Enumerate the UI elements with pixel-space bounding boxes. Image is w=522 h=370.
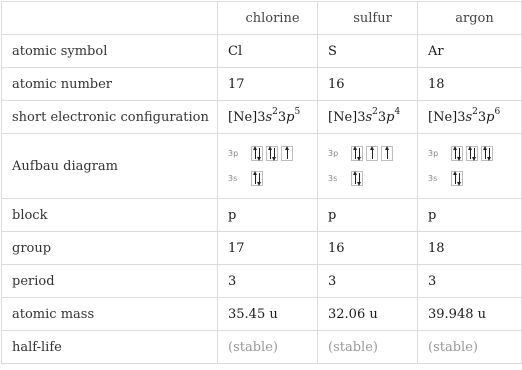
aufbau-diagram xyxy=(228,146,317,186)
cell-value: 17 xyxy=(218,68,318,101)
spin-down-arrow-icon xyxy=(474,148,475,159)
config-cell xyxy=(318,101,418,134)
spin-down-arrow-icon xyxy=(459,173,460,184)
orbital-row-p xyxy=(428,146,521,161)
spin-up-arrow-icon xyxy=(270,148,271,159)
orbital-box xyxy=(251,146,263,161)
cell-value: 35.45 u xyxy=(218,298,318,331)
cell-value: p xyxy=(218,199,318,232)
col-header-argon: argon xyxy=(418,2,522,35)
cell-value: 3 xyxy=(418,265,522,298)
aufbau-cell xyxy=(418,134,522,199)
cell-value: 16 xyxy=(318,68,418,101)
config-s-exp: 2 xyxy=(472,107,478,118)
row-label: atomic number xyxy=(2,68,218,101)
config-s-symbol: s xyxy=(265,109,273,125)
cell-value: Cl xyxy=(218,35,318,68)
cell-value: p xyxy=(418,199,522,232)
spin-up-arrow-icon xyxy=(470,148,471,159)
config-s-symbol: s xyxy=(365,109,373,125)
header-row xyxy=(2,2,522,35)
orbital-box xyxy=(351,146,363,161)
col-header-sulfur: sulfur xyxy=(318,2,418,35)
cell-value: 32.06 u xyxy=(318,298,418,331)
spin-up-arrow-icon xyxy=(485,148,486,159)
orbital-row-s xyxy=(228,171,317,186)
aufbau-cell xyxy=(218,134,318,199)
orbital-box xyxy=(481,146,493,161)
config-p-shell: 3 xyxy=(377,109,387,125)
spin-down-arrow-icon xyxy=(259,148,260,159)
spin-up-arrow-icon xyxy=(287,148,288,159)
config-core: [Ne]3 xyxy=(428,109,466,125)
cell-value: 3 xyxy=(318,265,418,298)
spin-up-arrow-icon xyxy=(255,148,256,159)
row-label: Aufbau diagram xyxy=(2,134,218,199)
aufbau-diagram xyxy=(328,146,417,186)
col-header-chlorine: chlorine xyxy=(218,2,318,35)
orbital-label: 3p xyxy=(428,149,439,158)
config-p-exp: 4 xyxy=(394,107,401,118)
config-cell xyxy=(218,101,318,134)
config-p-exp: 6 xyxy=(494,107,501,118)
row-atomic-number xyxy=(2,68,522,101)
config-s-symbol: s xyxy=(465,109,473,125)
orbital-label: 3p xyxy=(328,149,339,158)
cell-value: 3 xyxy=(218,265,318,298)
cell-value: 39.948 u xyxy=(418,298,522,331)
spin-up-arrow-icon xyxy=(355,173,356,184)
row-label: half-life xyxy=(2,331,218,364)
orbital-row-p xyxy=(228,146,317,161)
orbital-box xyxy=(451,146,463,161)
config-p-symbol: p xyxy=(486,109,495,125)
spin-down-arrow-icon xyxy=(459,148,460,159)
orbital-row-s xyxy=(428,171,521,186)
orbital-box xyxy=(451,171,463,186)
cell-value: 16 xyxy=(318,232,418,265)
config-p-shell: 3 xyxy=(277,109,287,125)
orbital-box xyxy=(366,146,378,161)
spin-up-arrow-icon xyxy=(455,173,456,184)
orbital-box xyxy=(466,146,478,161)
spin-up-arrow-icon xyxy=(455,148,456,159)
row-electron-config xyxy=(2,101,522,134)
row-label: period xyxy=(2,265,218,298)
row-block xyxy=(2,199,522,232)
spin-down-arrow-icon xyxy=(359,148,360,159)
row-label: block xyxy=(2,199,218,232)
config-s-exp: 2 xyxy=(272,107,278,118)
config-s-exp: 2 xyxy=(372,107,378,118)
orbital-box xyxy=(381,146,393,161)
cell-value: S xyxy=(318,35,418,68)
orbital-label: 3s xyxy=(228,174,238,183)
config-core: [Ne]3 xyxy=(328,109,366,125)
spin-down-arrow-icon xyxy=(259,173,260,184)
orbital-label: 3s xyxy=(428,174,438,183)
spin-down-arrow-icon xyxy=(274,148,275,159)
spin-up-arrow-icon xyxy=(387,148,388,159)
row-atomic-symbol xyxy=(2,35,522,68)
orbital-row-p xyxy=(328,146,417,161)
aufbau-cell xyxy=(318,134,418,199)
config-p-shell: 3 xyxy=(477,109,487,125)
cell-value: (stable) xyxy=(218,331,318,364)
row-atomic-mass xyxy=(2,298,522,331)
row-label: short electronic configuration xyxy=(2,101,218,134)
config-core: [Ne]3 xyxy=(228,109,266,125)
aufbau-diagram xyxy=(428,146,521,186)
corner-cell xyxy=(2,2,218,35)
orbital-box xyxy=(266,146,278,161)
element-comparison-table xyxy=(1,1,522,364)
config-p-exp: 5 xyxy=(294,107,301,118)
orbital-box xyxy=(281,146,293,161)
spin-down-arrow-icon xyxy=(359,173,360,184)
row-aufbau xyxy=(2,134,522,199)
row-label: group xyxy=(2,232,218,265)
orbital-label: 3p xyxy=(228,149,239,158)
orbital-label: 3s xyxy=(328,174,338,183)
row-half-life xyxy=(2,331,522,364)
cell-value: 18 xyxy=(418,232,522,265)
config-p-symbol: p xyxy=(386,109,395,125)
cell-value: p xyxy=(318,199,418,232)
cell-value: 18 xyxy=(418,68,522,101)
config-cell xyxy=(418,101,522,134)
spin-up-arrow-icon xyxy=(255,173,256,184)
orbital-box xyxy=(251,171,263,186)
spin-down-arrow-icon xyxy=(489,148,490,159)
config-p-symbol: p xyxy=(286,109,295,125)
row-label: atomic mass xyxy=(2,298,218,331)
row-label: atomic symbol xyxy=(2,35,218,68)
orbital-row-s xyxy=(328,171,417,186)
cell-value: 17 xyxy=(218,232,318,265)
orbital-box xyxy=(351,171,363,186)
row-period xyxy=(2,265,522,298)
cell-value: (stable) xyxy=(318,331,418,364)
cell-value: Ar xyxy=(418,35,522,68)
cell-value: (stable) xyxy=(418,331,522,364)
spin-up-arrow-icon xyxy=(372,148,373,159)
spin-up-arrow-icon xyxy=(355,148,356,159)
row-group xyxy=(2,232,522,265)
